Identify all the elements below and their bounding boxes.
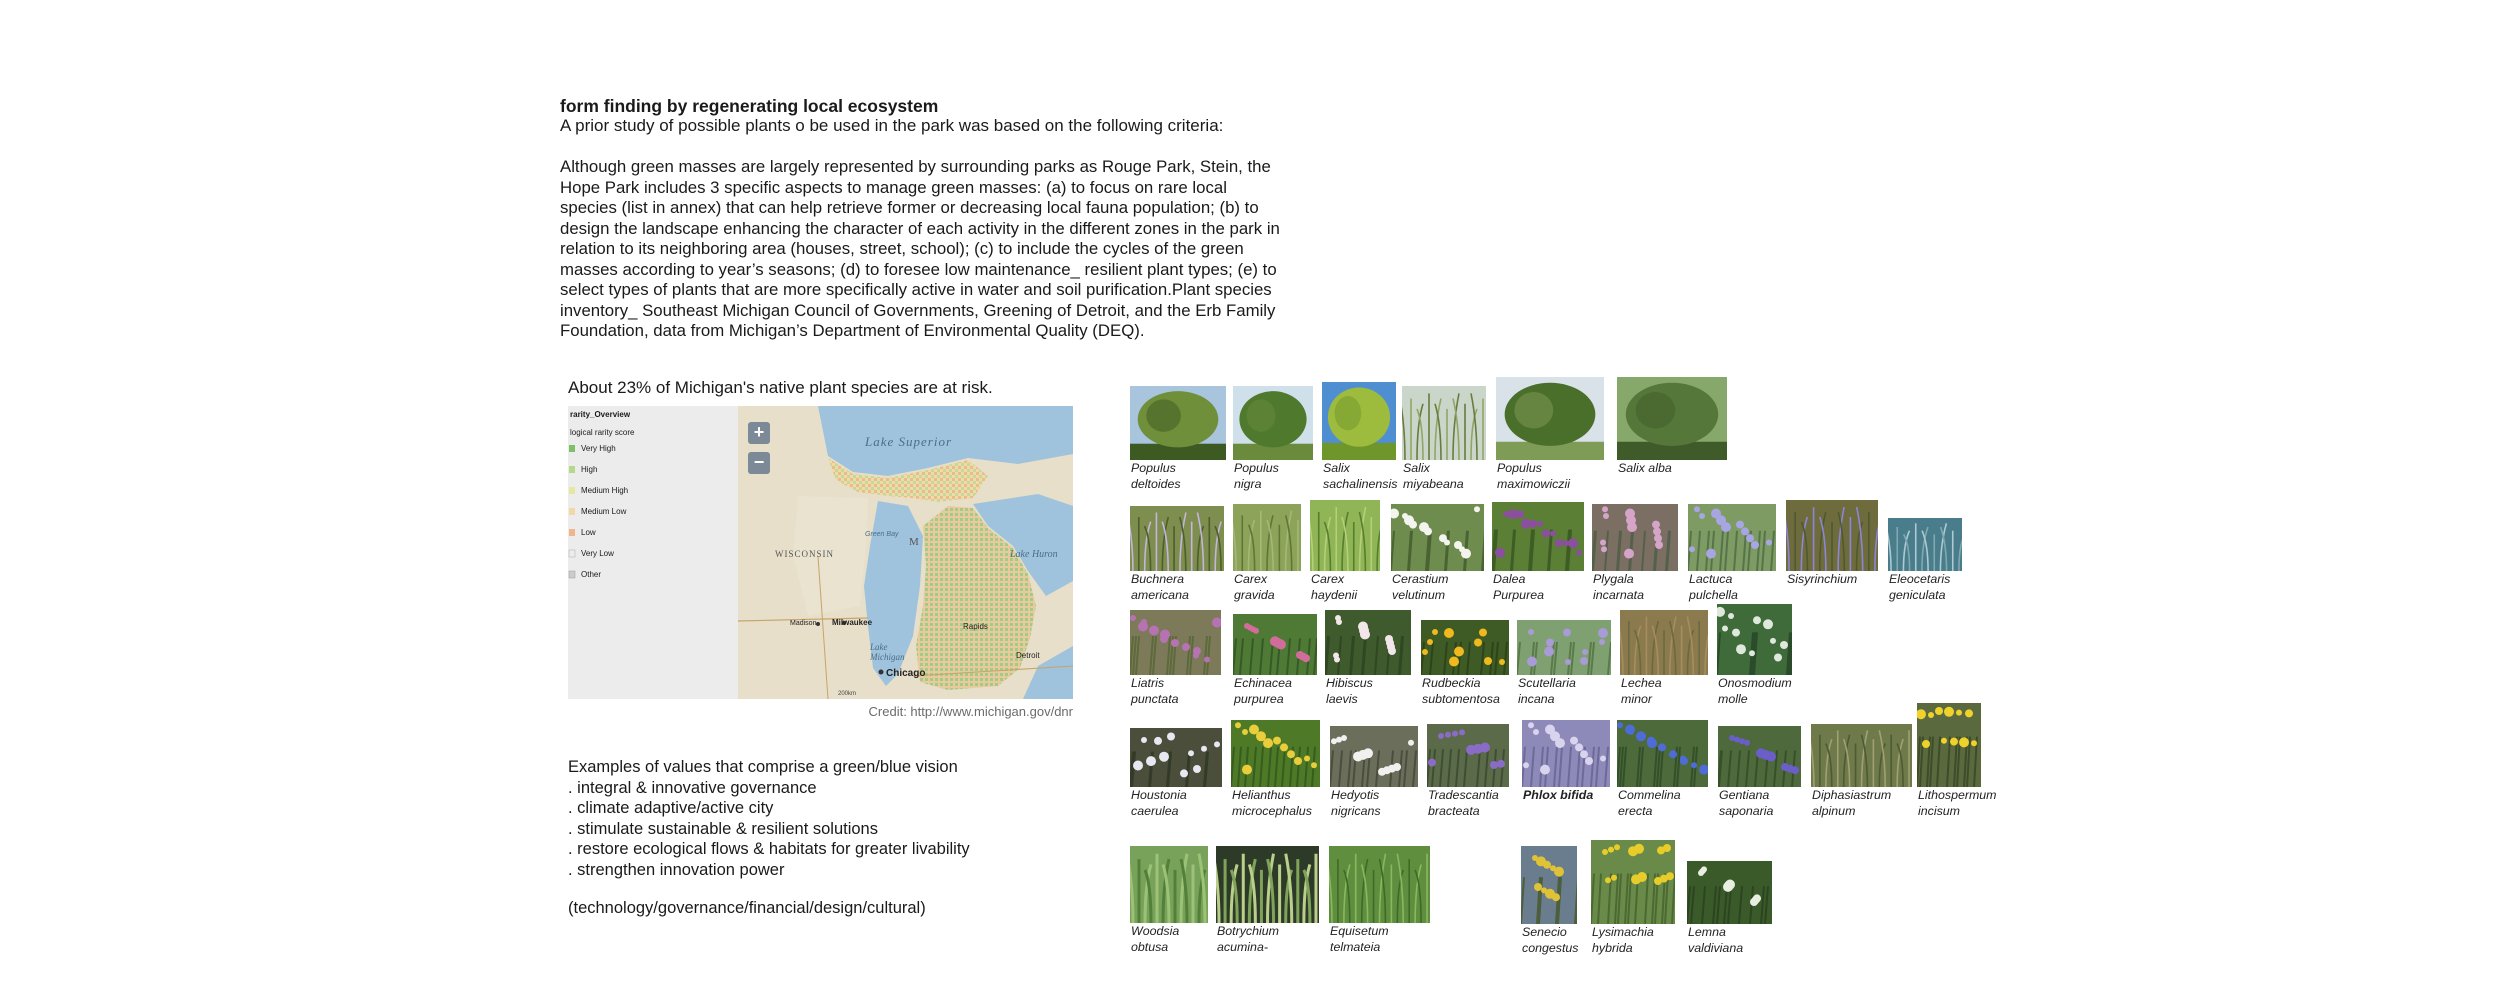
plant-caption bbox=[1718, 788, 1801, 819]
map-label-michigan: M bbox=[909, 536, 919, 548]
plant-caption bbox=[1231, 788, 1320, 819]
flower-photo-icon bbox=[1718, 726, 1801, 787]
plant-caption bbox=[1310, 572, 1380, 603]
plant-caption bbox=[1521, 925, 1578, 956]
flower-photo-icon bbox=[1591, 840, 1675, 924]
map-label-green-bay: Green Bay bbox=[865, 531, 899, 538]
plant-caption bbox=[1492, 572, 1584, 603]
plant-card bbox=[1233, 614, 1317, 707]
plant-card bbox=[1310, 500, 1380, 603]
plant-card bbox=[1325, 610, 1411, 707]
plant-caption bbox=[1322, 461, 1397, 492]
plant-card bbox=[1233, 386, 1313, 492]
grass-photo-icon bbox=[1811, 724, 1912, 787]
plant-name-line: Botrychium bbox=[1217, 924, 1279, 938]
plant-caption bbox=[1522, 788, 1610, 804]
plant-caption bbox=[1130, 461, 1226, 492]
values-tagline: (technology/governance/financial/design/cultural) bbox=[568, 899, 926, 917]
plant-name-line: Gentiana bbox=[1719, 788, 1770, 802]
plant-name-line: punctata bbox=[1131, 691, 1179, 706]
plant-name-line: gravida bbox=[1234, 587, 1275, 602]
plant-name-line: Lemna bbox=[1688, 925, 1726, 939]
plant-card bbox=[1130, 610, 1221, 707]
flower-photo-icon bbox=[1617, 720, 1708, 787]
plant-name-line: Salix bbox=[1323, 461, 1350, 475]
flower-photo-icon bbox=[1231, 720, 1320, 787]
plant-card bbox=[1233, 504, 1301, 603]
plant-name-line: Liatris bbox=[1131, 676, 1165, 690]
plant-caption bbox=[1325, 676, 1411, 707]
map-legend-item: Other bbox=[581, 570, 602, 579]
plant-name-line: nigra bbox=[1234, 476, 1262, 491]
plant-caption bbox=[1917, 788, 1997, 819]
plant-caption bbox=[1591, 925, 1675, 956]
flower-photo-icon bbox=[1130, 728, 1222, 787]
grass-photo-icon bbox=[1130, 506, 1224, 571]
plant-name-line: Populus bbox=[1234, 461, 1279, 475]
plant-name-line: Equisetum bbox=[1330, 924, 1389, 938]
grass-photo-icon bbox=[1620, 610, 1708, 675]
plant-name-line: hybrida bbox=[1592, 940, 1633, 955]
plant-name-line: microcephalus bbox=[1232, 803, 1312, 818]
grass-photo-icon bbox=[1310, 500, 1380, 571]
plant-name-line: valdiviana bbox=[1688, 940, 1744, 955]
plant-name-line: alpinum bbox=[1812, 803, 1856, 818]
plant-card bbox=[1329, 846, 1430, 955]
plant-name-line: Cerastium bbox=[1392, 572, 1449, 586]
plant-name-line: Sisyrinchium bbox=[1787, 572, 1858, 586]
plant-card bbox=[1688, 504, 1776, 603]
map-scale: 200km bbox=[838, 691, 857, 697]
flower-photo-icon bbox=[1427, 724, 1509, 787]
plant-card bbox=[1130, 846, 1208, 955]
plant-card bbox=[1591, 840, 1675, 956]
map-legend-item: High bbox=[581, 465, 598, 474]
plant-name-line: americana bbox=[1131, 587, 1189, 602]
map-label-lake-superior: Lake Superior bbox=[865, 434, 953, 449]
plant-card bbox=[1421, 620, 1509, 707]
plant-caption bbox=[1427, 788, 1509, 819]
plant-card bbox=[1786, 500, 1878, 588]
map-legend-item: Very High bbox=[581, 444, 616, 453]
flower-photo-icon bbox=[1330, 726, 1418, 787]
plant-card bbox=[1330, 726, 1418, 819]
criteria-paragraph: Although green masses are largely represented by surrounding parks as Rouge Park, Stein, the Hope Park includes 3 specific aspects to manage green masses: (a) to focus on rare local species (list in annex) that can help retrieve former or decreasing local fauna population; (b) to design the landscape enhancing the character of each activity in the different zones in the park in relation to its neighboring area (houses, street, school); (c) to include the cycles of the green masses according to year’s seasons; (d) to foresee low maintenance_ resilient plant types; (e) to select types of plants that are more specifically active in water and soil purification.Plant species inventory_ Southeast Michigan Council of Governments, Greening of Detroit, and the Erb Family Foundation, data from Michigan’s Department of Environmental Quality (DEQ). bbox=[560, 157, 1280, 340]
plant-name-line: Buchnera bbox=[1131, 572, 1185, 586]
plant-name-line: Hedyotis bbox=[1331, 788, 1380, 802]
grass-photo-icon bbox=[1233, 504, 1301, 571]
map-legend-title: logical rarity score bbox=[570, 428, 635, 437]
plant-card bbox=[1687, 861, 1772, 956]
plant-card bbox=[1617, 377, 1727, 477]
plant-caption bbox=[1592, 572, 1678, 603]
map-label-lake-michigan: Lake Michigan bbox=[870, 642, 905, 662]
map-label-lake-huron: Lake Huron bbox=[1010, 549, 1058, 560]
plant-name-line: Diphasiastrum bbox=[1812, 788, 1892, 802]
fern-photo-icon bbox=[1130, 846, 1208, 923]
flower-photo-icon bbox=[1917, 703, 1981, 787]
tree-photo-icon bbox=[1496, 377, 1604, 460]
plant-name-line: purpurea bbox=[1234, 691, 1284, 706]
plant-name-line: acumina- bbox=[1217, 939, 1268, 954]
flower-photo-icon bbox=[1592, 504, 1678, 571]
tree-photo-icon bbox=[1130, 386, 1226, 460]
plant-name-line: Lithospermum bbox=[1918, 788, 1997, 802]
grass-photo-icon bbox=[1786, 500, 1878, 571]
fern-photo-icon bbox=[1216, 846, 1319, 923]
plant-card bbox=[1402, 386, 1486, 492]
plant-name-line: Senecio bbox=[1522, 925, 1567, 939]
flower-photo-icon bbox=[1130, 610, 1221, 675]
plant-name-line: saponaria bbox=[1719, 803, 1774, 818]
plant-card bbox=[1717, 604, 1792, 707]
plant-name-line: Hibiscus bbox=[1326, 676, 1373, 690]
plant-caption bbox=[1517, 676, 1611, 707]
plant-card bbox=[1617, 720, 1708, 819]
values-item: . integral & innovative governance bbox=[568, 778, 817, 797]
plant-caption bbox=[1130, 788, 1222, 819]
plant-name-line: erecta bbox=[1618, 803, 1653, 818]
plant-name-line: miyabeana bbox=[1403, 476, 1464, 491]
plant-caption bbox=[1216, 924, 1319, 955]
map-label-grand-rapids: Rapids bbox=[963, 622, 988, 631]
plant-caption bbox=[1130, 924, 1208, 955]
plant-caption bbox=[1811, 788, 1912, 819]
tree-photo-icon bbox=[1233, 386, 1313, 460]
map-legend-item: Very Low bbox=[581, 549, 614, 558]
zoom-out-button[interactable]: − bbox=[753, 452, 765, 472]
map-label-milwaukee: Milwaukee bbox=[832, 618, 873, 627]
plant-card bbox=[1917, 703, 1997, 819]
plant-name-line: maximowiczii bbox=[1497, 476, 1570, 491]
values-title: Examples of values that comprise a green/blue vision bbox=[568, 758, 958, 776]
grass-photo-icon bbox=[1329, 846, 1430, 923]
plant-card bbox=[1592, 504, 1678, 603]
plant-card bbox=[1322, 382, 1397, 492]
plant-name-line: Purpurea bbox=[1493, 587, 1544, 602]
plant-name-line: Populus bbox=[1131, 461, 1176, 475]
flower-photo-icon bbox=[1325, 610, 1411, 675]
plant-name-line: Houstonia bbox=[1131, 788, 1187, 802]
plant-name-line: Carex bbox=[1311, 572, 1345, 586]
plant-name-line: Salix alba bbox=[1618, 461, 1672, 475]
plant-name-line: incana bbox=[1518, 691, 1555, 706]
plant-caption bbox=[1888, 572, 1962, 603]
map-credit: Credit: http://www.michigan.gov/dnr bbox=[868, 704, 1073, 719]
flower-photo-icon bbox=[1517, 620, 1611, 675]
values-item: . stimulate sustainable & resilient solutions bbox=[568, 819, 878, 838]
flower-photo-icon bbox=[1421, 620, 1509, 675]
map-label-chicago: Chicago bbox=[886, 668, 926, 679]
plant-name-line: geniculata bbox=[1889, 587, 1946, 602]
tree-photo-icon bbox=[1617, 377, 1727, 460]
plant-name-line: Scutellaria bbox=[1518, 676, 1576, 690]
plant-caption bbox=[1130, 676, 1221, 707]
plant-name-line: Commelina bbox=[1618, 788, 1681, 802]
plant-name-line: nigricans bbox=[1331, 803, 1381, 818]
flower-photo-icon bbox=[1688, 504, 1776, 571]
plant-name-line: velutinum bbox=[1392, 587, 1446, 602]
plant-card bbox=[1231, 720, 1320, 819]
plant-caption bbox=[1233, 461, 1313, 492]
values-list bbox=[568, 757, 970, 881]
plant-name-line: bracteata bbox=[1428, 803, 1480, 818]
values-item: . strengthen innovation power bbox=[568, 860, 785, 879]
map-panel-title: rarity_Overview bbox=[570, 410, 631, 419]
plant-caption bbox=[1786, 572, 1878, 588]
plant-name-line: Lactuca bbox=[1689, 572, 1733, 586]
grass-photo-icon bbox=[1888, 518, 1962, 571]
map-label-wisconsin: WISCONSIN bbox=[775, 549, 835, 559]
page-heading: form finding by regenerating local ecosystem bbox=[560, 96, 939, 116]
plant-name-line: subtomentosa bbox=[1422, 691, 1500, 706]
risk-title: About 23% of Michigan's native plant species are at risk. bbox=[568, 378, 993, 397]
plant-card bbox=[1496, 377, 1604, 492]
plant-caption bbox=[1233, 676, 1317, 707]
plant-card bbox=[1492, 502, 1584, 603]
plant-name-line: Rudbeckia bbox=[1422, 676, 1481, 690]
plant-name-line: congestus bbox=[1522, 940, 1579, 955]
plant-card bbox=[1888, 518, 1962, 603]
plant-card bbox=[1130, 386, 1226, 492]
plant-caption bbox=[1233, 572, 1301, 603]
plant-caption bbox=[1402, 461, 1486, 492]
map-label-madison: Madison bbox=[790, 620, 817, 627]
values-item: . climate adaptive/active city bbox=[568, 799, 774, 818]
plant-name-line: Lysimachia bbox=[1592, 925, 1654, 939]
zoom-in-button[interactable]: + bbox=[753, 422, 765, 442]
plant-caption bbox=[1330, 788, 1418, 819]
plant-name-line: Lechea bbox=[1621, 676, 1662, 690]
map-label-detroit: Detroit bbox=[1016, 651, 1040, 660]
map-legend-item: Medium Low bbox=[581, 507, 627, 516]
plant-card bbox=[1620, 610, 1708, 707]
plant-caption bbox=[1421, 676, 1509, 707]
plant-caption bbox=[1329, 924, 1430, 955]
plant-name-line: Populus bbox=[1497, 461, 1542, 475]
flower-photo-icon bbox=[1717, 604, 1792, 675]
plant-caption bbox=[1687, 925, 1772, 956]
plant-name-line: Dalea bbox=[1493, 572, 1526, 586]
flower-photo-icon bbox=[1492, 502, 1584, 571]
plant-name-line: incisum bbox=[1918, 803, 1960, 818]
plant-name-line: Eleocetaris bbox=[1889, 572, 1951, 586]
plant-caption bbox=[1688, 572, 1776, 603]
plant-name-line: Helianthus bbox=[1232, 788, 1291, 802]
plant-name-line: sachalinensis bbox=[1323, 476, 1398, 491]
plant-caption bbox=[1130, 572, 1224, 603]
plant-name-line: Salix bbox=[1403, 461, 1430, 475]
plant-name-line: Tradescantia bbox=[1428, 788, 1499, 802]
map-legend-item: Medium High bbox=[581, 486, 629, 495]
plant-card bbox=[1811, 724, 1912, 819]
plant-name-line: Woodsia bbox=[1131, 924, 1180, 938]
plant-name-line: haydenii bbox=[1311, 587, 1358, 602]
plant-name-line: laevis bbox=[1326, 691, 1358, 706]
plant-name-line: pulchella bbox=[1689, 587, 1738, 602]
plant-name-line: Carex bbox=[1234, 572, 1268, 586]
flower-photo-icon bbox=[1233, 614, 1317, 675]
plant-name-line: Plygala bbox=[1593, 572, 1634, 586]
plant-card bbox=[1216, 846, 1319, 955]
rarity-map bbox=[568, 406, 1073, 699]
plant-caption bbox=[1620, 676, 1708, 707]
flower-photo-icon bbox=[1687, 861, 1772, 924]
grass-photo-icon bbox=[1402, 386, 1486, 460]
plant-card bbox=[1521, 846, 1578, 956]
plant-caption bbox=[1496, 461, 1604, 492]
map-legend-item: Low bbox=[581, 528, 596, 537]
plant-name-line: caerulea bbox=[1131, 803, 1179, 818]
plant-caption bbox=[1717, 676, 1792, 707]
plant-card bbox=[1130, 506, 1224, 603]
plant-name-line: Onosmodium bbox=[1718, 676, 1792, 690]
plant-caption bbox=[1617, 461, 1727, 477]
plant-name-line: incarnata bbox=[1593, 587, 1644, 602]
plant-card bbox=[1391, 504, 1484, 603]
plant-name-line: deltoides bbox=[1131, 476, 1181, 491]
plant-name-line: Echinacea bbox=[1234, 676, 1292, 690]
plant-name-line: obtusa bbox=[1131, 939, 1169, 954]
intro-text: A prior study of possible plants o be used in the park was based on the following criteria: bbox=[560, 116, 1224, 135]
plant-card bbox=[1718, 726, 1801, 819]
flower-photo-icon bbox=[1522, 720, 1610, 787]
plant-caption bbox=[1617, 788, 1708, 819]
values-item: . restore ecological flows & habitats for greater livability bbox=[568, 840, 970, 859]
plant-caption bbox=[1391, 572, 1484, 603]
tree-photo-icon bbox=[1322, 382, 1396, 460]
plant-card bbox=[1130, 728, 1222, 819]
plant-name-line: Phlox bifida bbox=[1523, 788, 1594, 802]
flower-photo-icon bbox=[1521, 846, 1577, 924]
flower-photo-icon bbox=[1391, 504, 1484, 571]
plant-card bbox=[1522, 720, 1610, 804]
plant-name-line: minor bbox=[1621, 691, 1652, 706]
plant-name-line: molle bbox=[1718, 691, 1748, 706]
plant-card bbox=[1427, 724, 1509, 819]
plant-name-line: telmateia bbox=[1330, 939, 1381, 954]
plant-card bbox=[1517, 620, 1611, 707]
